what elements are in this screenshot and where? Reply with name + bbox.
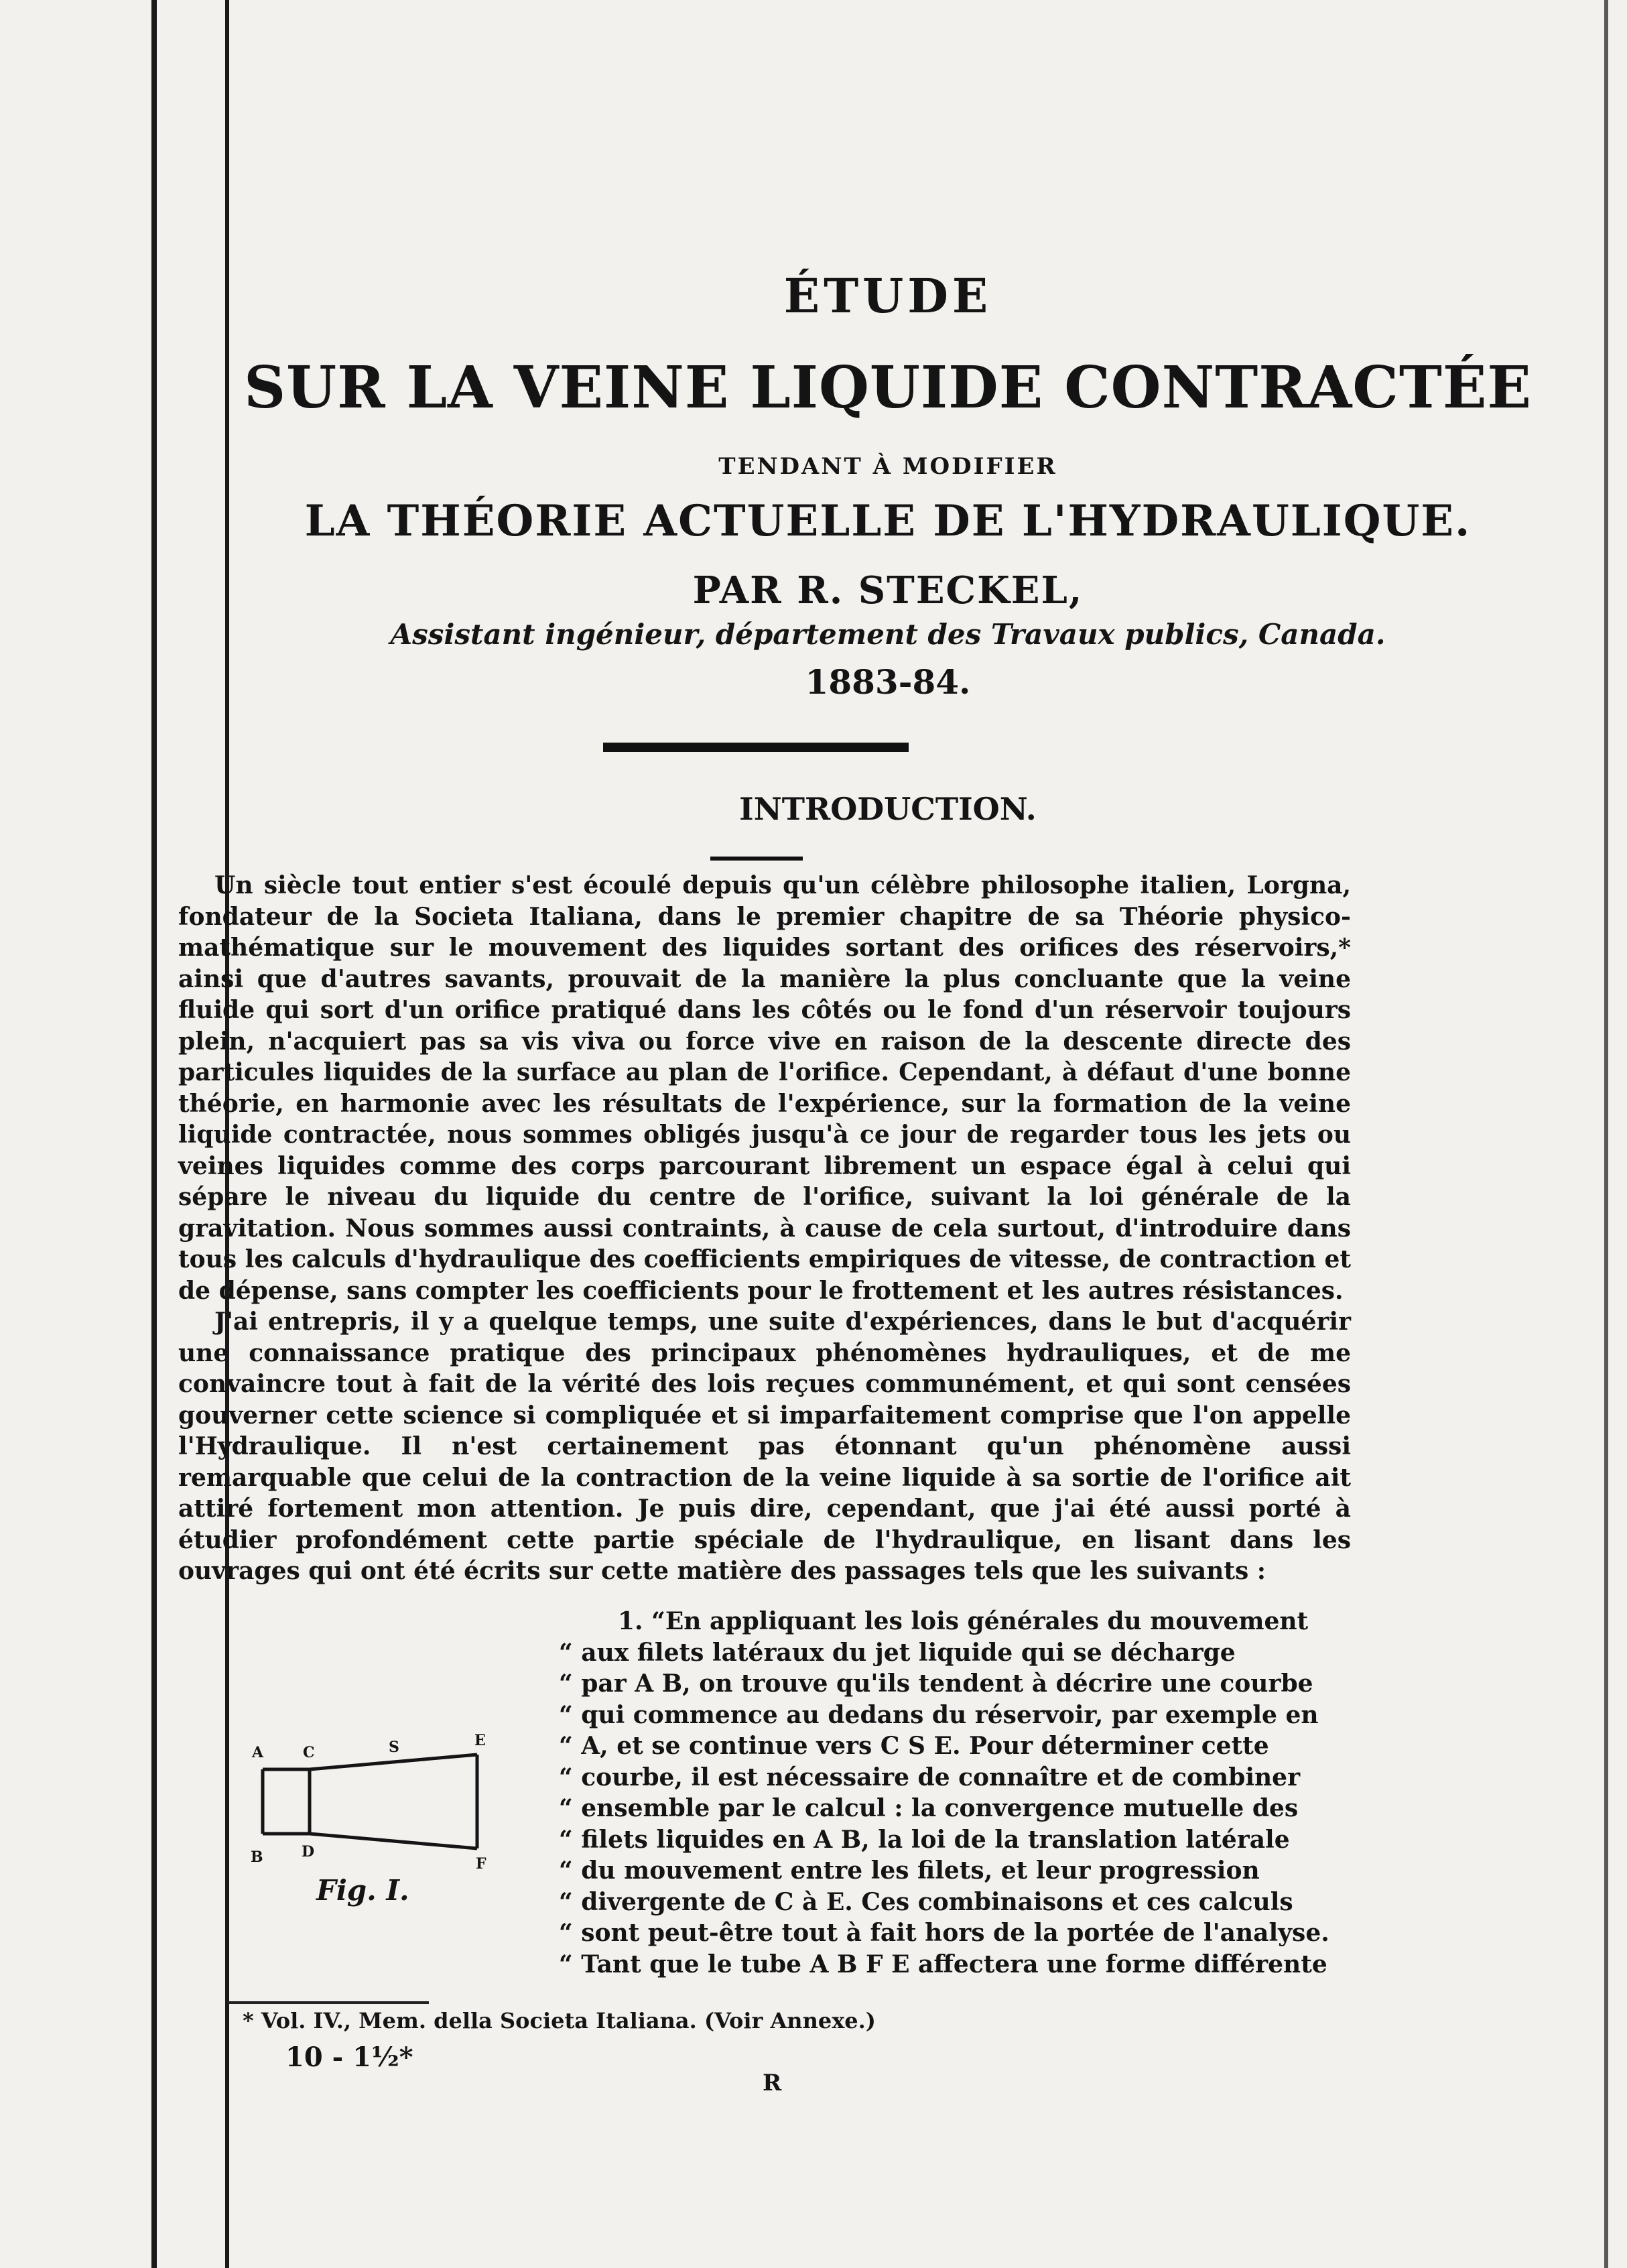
figure-line-df xyxy=(310,1834,477,1848)
figure-label-d: D xyxy=(302,1843,315,1861)
quote-line: “ divergente de C à E. Ces combinaisons et ces calculs xyxy=(559,1887,1293,1916)
footnote: * Vol. IV., Mem. della Societa Italiana. (Voir Annexe.) xyxy=(243,2008,876,2033)
quotation-block xyxy=(559,1606,1354,1980)
quote-line: “ Tant que le tube A B F E affectera une forme différente xyxy=(559,1950,1327,1978)
figure-label-f: F xyxy=(476,1855,486,1873)
quote-line: “ par A B, on trouve qu'ils tendent à décrire une courbe xyxy=(559,1670,1313,1698)
figure-line-ce xyxy=(310,1755,477,1769)
figure-label-e: E xyxy=(474,1732,486,1749)
quote-line: 1. “En appliquant les lois générales du mouvement xyxy=(618,1607,1309,1635)
quote-line: “ ensemble par le calcul : la convergence mutuelle des xyxy=(559,1794,1299,1822)
body-text xyxy=(178,870,1351,1587)
figure-tube-diagram xyxy=(248,1702,516,1897)
paragraph-1: Un siècle tout entier s'est écoulé depuis qu'un célèbre philosophe italien, Lorgna, fondateur de la Societa Italiana, dans le premier chapitre de sa Théorie physico-mathématique sur le mouvement des liquides sortant des orifices des réservoirs,* ainsi que d'autres savants, prouvait de la manière la plus concluante que la veine fluide qui sort d'un orifice pratiqué dans les côtés ou le fond d'un réservoir toujours plein, n'acquiert pas sa vis viva ou force vive en raison de la descente directe des particules liquides de la surface au plan de l'orifice. Cependant, à défaut d'une bonne théorie, en harmonie avec les résultats de l'expérience, sur la formation de la veine liquide contractée, nous sommes obligés jusqu'à ce jour de regarder tous les jets ou veines liquides comme des corps parcourant librement un espace égal à celui qui sépare le niveau du liquide du centre de l'orifice, suivant la loi générale de la gravitation. Nous sommes aussi contraints, à cause de cela surtout, d'introduire dans tous les calculs d'hydraulique des coefficients empiriques de vitesse, de contraction et de dépense, sans compter les coefficients pour le frottement et les autres résistances. xyxy=(178,871,1351,1305)
page-edge-right xyxy=(1604,0,1608,2268)
figure-caption: Fig. I. xyxy=(316,1874,409,1907)
author-affiliation: Assistant ingénieur, département des Travaux publics, Canada. xyxy=(390,618,1386,651)
binding-edge-left xyxy=(151,0,157,2268)
quote-line: “ courbe, il est nécessaire de connaître et de combiner xyxy=(559,1763,1301,1791)
figure-label-b: B xyxy=(251,1848,263,1866)
section-rule xyxy=(710,857,803,861)
footnote-rule xyxy=(228,2001,429,2004)
section-heading: INTRODUCTION. xyxy=(739,791,1037,827)
quote-line: “ aux filets latéraux du jet liquide qui se décharge xyxy=(559,1638,1236,1667)
quote-line: “ filets liquides en A B, la loi de la translation latérale xyxy=(559,1825,1290,1854)
subtitle-small: TENDANT À MODIFIER xyxy=(718,453,1057,480)
title-line-3: LA THÉORIE ACTUELLE DE L'HYDRAULIQUE. xyxy=(304,496,1472,546)
printer-mark: 10 - 1½* xyxy=(285,2041,413,2073)
quote-line: “ qui commence au dedans du réservoir, par exemple en xyxy=(559,1700,1319,1729)
quote-line: “ A, et se continue vers C S E. Pour déterminer cette xyxy=(559,1732,1269,1760)
figure-label-a: A xyxy=(252,1744,264,1761)
signature-mark: R xyxy=(763,2070,782,2096)
paragraph-2: J'ai entrepris, il y a quelque temps, une suite d'expériences, dans le but d'acquérir une connaissance pratique des principaux phénomènes hydrauliques, et de me convaincre tout à fait de la vérité des lois reçues communément, et qui sont censées gouverner cette science si compliquée et si imparfaitement comprise que l'on appelle l'Hydraulique. Il n'est certainement pas étonnant qu'un phénomène aussi remarquable que celui de la contraction de la veine liquide à sa sortie de l'orifice ait attiré fortement mon attention. Je puis dire, cependant, que j'ai été aussi porté à étudier profondément cette partie spéciale de l'hydraulique, en lisant dans les ouvrages qui ont été écrits sur cette matière des passages tels que les suivants : xyxy=(178,1308,1351,1585)
quote-line: “ sont peut-être tout à fait hors de la portée de l'analyse. xyxy=(559,1919,1329,1947)
figure-label-s: S xyxy=(389,1739,399,1756)
title-line-2: SUR LA VEINE LIQUIDE CONTRACTÉE xyxy=(244,354,1532,422)
heading-rule xyxy=(603,743,909,752)
title-line-1: ÉTUDE xyxy=(783,268,992,324)
author: PAR R. STECKEL, xyxy=(692,568,1084,613)
publication-year: 1883-84. xyxy=(805,662,971,702)
quote-line: “ du mouvement entre les filets, et leur progression xyxy=(559,1856,1260,1885)
figure-label-c: C xyxy=(303,1744,315,1761)
